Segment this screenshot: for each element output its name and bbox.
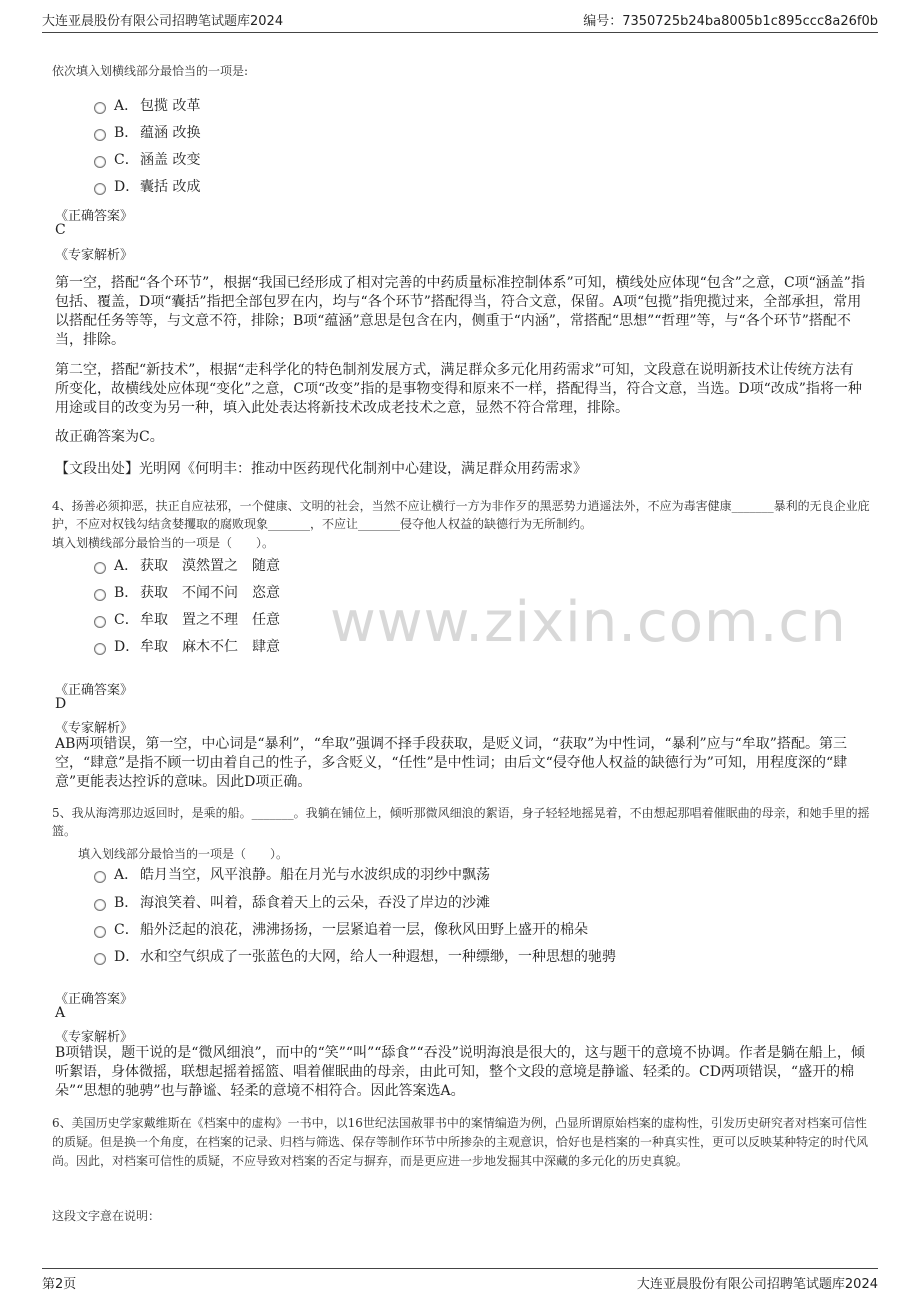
q4-answer-label: 《正确答案》 (55, 683, 134, 698)
radio-icon[interactable] (94, 899, 106, 911)
radio-icon[interactable] (94, 156, 106, 168)
q5-prompt: 填入划线部分最恰当的一项是（ ）。 (78, 847, 289, 861)
footer-title: 大连亚晨股份有限公司招聘笔试题库2024 (636, 1277, 878, 1292)
q3-analysis-p1: 第一空，搭配“各个环节”，根据“我国已经形成了相对完善的中药质量标准控制体系”可知，横线处应体现“包含”之意，C项“涵盖”指包括、覆盖，D项“囊括”指把全部包罗在内，均与“各个环节”搭配得当，符合文意，保留。A项“包揽”指兜揽过来，全部承担，常用以搭配任务等等，与文意不符，排除；B项“蕴涵”意思是包含在内，侧重于“内涵”，常搭配“思想”“哲理”等，与“各个环节”搭配不当，排除。 (55, 275, 865, 348)
radio-icon[interactable] (94, 102, 106, 114)
q5-option-b[interactable]: B． 海浪笑着、叫着，舔食着天上的云朵，吞没了岸边的沙滩 (94, 892, 490, 912)
q4-analysis: AB两项错误，第一空，中心词是“暴利”，“牟取”强调不择手段获取，是贬义词，“获取”为中性词，“暴利”应与“牟取”搭配。第三空，“肆意”是指不顾一切由着自己的性子，多含贬义，“任性”是中性词；由后文“侵夺他人权益的缺德行为”可知，用程度深的“肆意”更能表达控诉的意味。因此D项正确。 (55, 736, 848, 790)
q4-option-a[interactable]: A． 获取 漠然置之 随意 (94, 555, 280, 575)
q6-stem: 6、美国历史学家戴维斯在《档案中的虚构》一书中，以16世纪法国赦罪书中的案情编造为例，凸显所谓原始档案的虚构性，引发历史研究者对档案可信性的质疑。但是换一个角度，在档案的记录、归档与筛选、保存等制作环节中所掺杂的主观意识，恰好也是档案的一种真实性，更可以反映某种特定的时代风尚。因此，对档案可信性的质疑，不应导致对档案的否定与摒弃，而是更应进一步地发掘其中深藏的多元化的历史真貌。 (52, 1116, 869, 1168)
q5-analysis-label: 《专家解析》 (55, 1030, 134, 1045)
q3-answer: C (55, 222, 66, 238)
q3-analysis-p3: 故正确答案为C。 (55, 429, 164, 445)
q5-answer-label: 《正确答案》 (55, 992, 134, 1007)
q5-stem: 5、我从海湾那边返回时，是乘的船。_______。我躺在铺位上，倾听那微风细浪的絮语，身子轻轻地摇晃着，不由想起那唱着催眠曲的母亲，和她手里的摇篮。 (52, 806, 870, 838)
q4-option-b[interactable]: B． 获取 不闻不问 恣意 (94, 582, 280, 602)
q5-option-c[interactable]: C． 船外泛起的浪花，沸沸扬扬，一层紧追着一层，像秋风田野上盛开的棉朵 (94, 919, 588, 939)
header-title: 大连亚晨股份有限公司招聘笔试题库2024 (42, 14, 284, 29)
radio-icon[interactable] (94, 871, 106, 883)
q4-option-c[interactable]: C． 牟取 置之不理 任意 (94, 609, 280, 629)
radio-icon[interactable] (94, 589, 106, 601)
radio-icon[interactable] (94, 953, 106, 965)
page-footer (42, 1268, 878, 1292)
radio-icon[interactable] (94, 643, 106, 655)
header-doc-id: 编号：7350725b24ba8005b1c895ccc8a26f0b (583, 14, 878, 29)
q3-source: 【文段出处】光明网《何明丰：推动中医药现代化制剂中心建设，满足群众用药需求》 (55, 461, 587, 477)
page-number: 第2页 (42, 1277, 77, 1292)
q3-answer-label: 《正确答案》 (55, 209, 134, 224)
q3-option-a[interactable]: A． 包揽 改革 (94, 95, 200, 115)
radio-icon[interactable] (94, 562, 106, 574)
page-header (42, 10, 878, 33)
q4-prompt: 填入划横线部分最恰当的一项是（ ）。 (52, 536, 275, 550)
q3-option-d[interactable]: D． 囊括 改成 (94, 176, 200, 196)
radio-icon[interactable] (94, 129, 106, 141)
q5-answer: A (55, 1005, 66, 1021)
q5-option-a[interactable]: A． 皓月当空，风平浪静。船在月光与水波织成的羽纱中飘荡 (94, 864, 490, 884)
watermark: www.zixin.com.cn (330, 590, 847, 655)
q4-analysis-label: 《专家解析》 (55, 721, 134, 736)
q4-stem: 4、扬善必须抑恶，扶正自应祛邪，一个健康、文明的社会，当然不应让横行一方为非作歹的黑恶势力逍遥法外，不应为毒害健康_______暴利的无良企业庇护，不应对权钱勾结贪婪攫取的腐败现象_______，不应让_______侵夺他人权益的缺德行为无所制约。 (52, 499, 870, 531)
q5-option-d[interactable]: D． 水和空气织成了一张蓝色的大网，给人一种遐想，一种缥缈，一种思想的驰骋 (94, 946, 616, 966)
q6-prompt: 这段文字意在说明： (52, 1209, 161, 1223)
q3-analysis-label: 《专家解析》 (55, 248, 134, 263)
q5-analysis: B项错误，题干说的是“微风细浪”，而中的“笑”“叫”“舔食”“吞没”说明海浪是很大的，这与题干的意境不协调。作者是躺在船上，倾听絮语，身体微摇，联想起摇着摇篮、唱着催眠曲的母亲，由此可知，整个文段的意境是静谧、轻柔的。CD两项错误，“盛开的棉朵”“思想的驰骋”也与静谧、轻柔的意境不相符合。因此答案选A。 (55, 1045, 865, 1099)
radio-icon[interactable] (94, 926, 106, 938)
q4-answer: D (55, 696, 67, 712)
q3-analysis-p2: 第二空，搭配“新技术”，根据“走科学化的特色制剂发展方式，满足群众多元化用药需求”可知，文段意在说明新技术让传统方法有所变化，故横线处应体现“变化”之意，C项“改变”指的是事物变得和原来不一样，搭配得当，符合文意，当选。D项“改成”指将一种用途或目的改变为另一种，填入此处表达将新技术改成老技术之意，显然不符合常理，排除。 (55, 362, 862, 416)
q3-option-b[interactable]: B． 蕴涵 改换 (94, 122, 200, 142)
radio-icon[interactable] (94, 616, 106, 628)
q3-option-c[interactable]: C． 涵盖 改变 (94, 149, 200, 169)
q4-option-d[interactable]: D． 牟取 麻木不仁 肆意 (94, 636, 280, 656)
q3-prompt: 依次填入划横线部分最恰当的一项是: (52, 64, 249, 78)
radio-icon[interactable] (94, 183, 106, 195)
